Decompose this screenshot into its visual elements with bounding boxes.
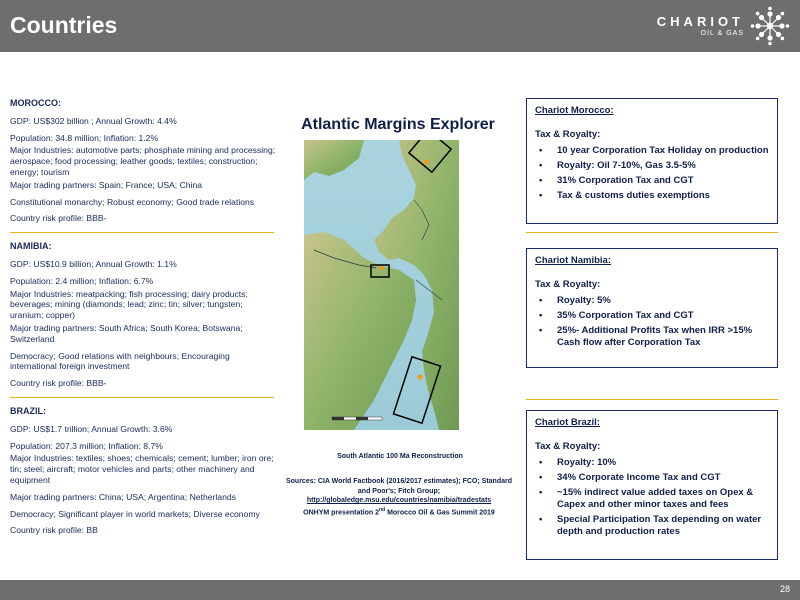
licence-area-marker — [417, 374, 422, 379]
divider — [526, 399, 778, 400]
box-heading: Chariot Morocco: — [535, 105, 614, 116]
reconstruction-map — [304, 140, 459, 430]
licence-area-marker — [423, 159, 428, 164]
map-caption: South Atlantic 100 Ma Reconstruction — [337, 453, 463, 460]
namibia-gdp: GDP: US$10.9 billion; Annual Growth: 1.1% — [10, 258, 177, 269]
morocco-heading: MOROCCO: — [10, 98, 61, 108]
morocco-population: Population: 34.8 million; Inflation: 1.2% — [10, 132, 159, 143]
logo-subtitle: OIL & GAS — [700, 30, 744, 37]
chariot-namibia-box — [526, 248, 778, 368]
list-item: • Tax & customs duties exemptions — [535, 190, 769, 202]
sources-summit-sup: nd — [379, 506, 386, 513]
page-title: Countries — [10, 12, 118, 38]
morocco-industries: Major Industries: automotive parts; phosphate mining and processing; aerospace; food processing; leather goods; textiles; construction; energy; tourism — [10, 145, 276, 177]
namibia-industries: Major Industries: meatpacking; fish processing; dairy products; beverages; mining (diamonds; lead; zinc; tin; silver; tungsten; uranium; copper) — [10, 288, 248, 321]
chariot-brazil-box — [526, 410, 778, 560]
list-item: • 25%- Additional Profits Tax when IRR >15% Cash flow after Corporation Tax — [535, 325, 769, 349]
list-item: • Royalty: 10% — [535, 457, 769, 469]
namibia-heading: NAMIBIA: — [10, 241, 52, 252]
chariot-logo-text — [657, 14, 744, 37]
list-item: • ~15% indirect value added taxes on Opex & Capex and other minor taxes and fees — [535, 487, 769, 511]
namibia-facts — [10, 241, 278, 389]
box-subheading: Tax & Royalty: — [535, 279, 601, 290]
tax-list — [535, 295, 769, 349]
namibia-partners: Major trading partners: South Africa; South Korea; Botswana; Switzerland — [10, 322, 243, 344]
logo-brand: CHARIOT — [656, 14, 744, 29]
sources-text: Sources: CIA World Factbook (2016/2017 estimates); FCO; Standard and Poor's; Fitch Group; — [285, 478, 512, 495]
brazil-gdp: GDP: US$1.7 trillion; Annual Growth: 3.6% — [10, 423, 173, 434]
chariot-morocco-box — [526, 98, 778, 224]
box-subheading: Tax & Royalty: — [535, 129, 601, 140]
morocco-facts — [10, 98, 278, 224]
box-heading: Chariot Brazil: — [535, 417, 600, 428]
brazil-heading: BRAZIL: — [10, 405, 46, 416]
tax-list — [535, 457, 769, 538]
page-number: 28 — [779, 584, 790, 594]
list-item: • Special Participation Tax depending on water depth and production rates — [535, 514, 769, 538]
header-bar — [0, 0, 800, 52]
namibia-risk: Country risk profile: BBB- — [10, 378, 107, 389]
list-item: • Royalty: Oil 7-10%, Gas 3.5-5% — [535, 160, 769, 172]
namibia-politics: Democracy; Good relations with neighbours; Encouraging international foreign investment — [10, 350, 230, 372]
list-item: • Royalty: 5% — [535, 295, 769, 307]
box-subheading: Tax & Royalty: — [535, 441, 601, 452]
box-heading: Chariot Namibia: — [535, 255, 612, 266]
brazil-risk: Country risk profile: BB — [10, 525, 98, 536]
sources-summit-b: Morocco Oil & Gas Summit 2019 — [385, 508, 495, 516]
scale-bar — [332, 417, 382, 420]
tax-list — [535, 145, 769, 202]
divider — [10, 232, 274, 233]
brazil-politics: Democracy; Significant player in world markets; Diverse economy — [10, 508, 260, 519]
divider — [10, 397, 274, 398]
list-item: • 34% Corporate Income Tax and CGT — [535, 472, 769, 484]
morocco-risk: Country risk profile: BBB- — [10, 213, 107, 224]
map-title: Atlantic Margins Explorer — [301, 116, 495, 133]
country-facts-column — [10, 98, 278, 542]
sources-link[interactable]: http://globaledge.msu.edu/countries/namibia/tradestats — [306, 497, 492, 504]
brazil-partners: Major trading partners: China; USA; Argentina; Netherlands — [10, 491, 236, 502]
morocco-partners: Major trading partners: Spain; France; USA; China — [10, 179, 203, 190]
sources-summit-a: ONHYM presentation 2 — [303, 508, 380, 516]
licence-area-marker — [380, 266, 384, 270]
brazil-facts — [10, 406, 278, 536]
brazil-population: Population: 207.3 million; Inflation: 8.7% — [10, 440, 163, 451]
morocco-politics: Constitutional monarchy; Robust economy; Good trade relations — [10, 196, 255, 207]
footer-bar — [0, 580, 800, 600]
chariot-logo-icon — [750, 6, 790, 46]
morocco-gdp: GDP: US$302 billion ; Annual Growth: 4.4% — [10, 115, 177, 126]
brazil-industries: Major Industries: textiles; shoes; chemicals; cement; lumber; iron ore; tin; steel; aircraft; motor vehicles and parts; other machinery and equipment — [10, 453, 274, 485]
divider — [526, 232, 778, 233]
list-item: • 35% Corporation Tax and CGT — [535, 310, 769, 322]
namibia-population: Population: 2.4 million; Inflation: 6.7% — [10, 275, 154, 286]
sources-note — [284, 477, 514, 517]
list-item: • 10 year Corporation Tax Holiday on production — [535, 145, 769, 157]
list-item: • 31% Corporation Tax and CGT — [535, 175, 769, 187]
sources-summit — [284, 506, 514, 518]
